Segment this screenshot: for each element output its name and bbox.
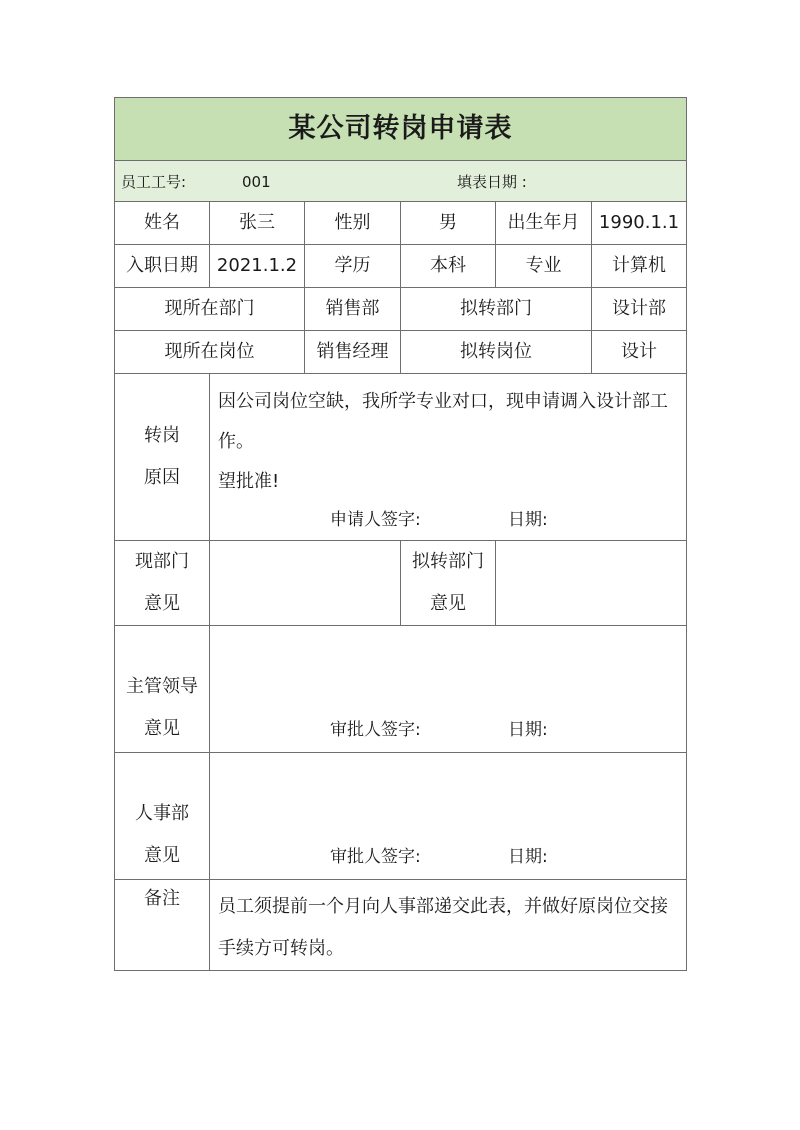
- form-meta-row: [115, 161, 687, 202]
- name-value[interactable]: 张三: [210, 202, 305, 245]
- reason-label-line1: 转岗: [144, 425, 180, 446]
- reason-text-line3: 望批准!: [218, 471, 280, 492]
- remark-text-line1: 员工须提前一个月向人事部递交此表，并做好原岗位交接: [218, 896, 668, 917]
- major-label: 专业: [496, 245, 592, 288]
- employee-id-value[interactable]: 001: [242, 173, 271, 191]
- target-dept-opinion-line1: 拟转部门: [412, 551, 484, 572]
- target-dept-opinion-line2: 意见: [430, 593, 466, 614]
- current-dept-opinion-field[interactable]: [210, 541, 401, 626]
- gender-label: 性别: [305, 202, 401, 245]
- applicant-date-label: 日期:: [508, 510, 548, 530]
- supervisor-opinion-label: [115, 626, 210, 753]
- hr-date-label: 日期:: [508, 847, 548, 867]
- hire-date-value[interactable]: 2021.1.2: [210, 245, 305, 288]
- reason-text-line2: 作。: [218, 431, 254, 452]
- form-table: [114, 97, 687, 971]
- current-dept-opinion-line2: 意见: [144, 593, 180, 614]
- reason-content[interactable]: [210, 374, 687, 541]
- reason-label: [115, 374, 210, 541]
- fill-date-label: 填表日期 :: [457, 173, 527, 191]
- remark-content: [210, 880, 687, 971]
- remark-label: 备注: [115, 880, 210, 971]
- education-value[interactable]: 本科: [401, 245, 496, 288]
- employee-id-label: 员工工号:: [121, 173, 187, 191]
- supervisor-opinion-line1: 主管领导: [126, 676, 198, 697]
- hire-date-label: 入职日期: [115, 245, 210, 288]
- current-dept-opinion-line1: 现部门: [135, 551, 189, 572]
- target-dept-value[interactable]: 设计部: [592, 288, 687, 331]
- hr-opinion-line2: 意见: [144, 845, 180, 866]
- transfer-application-form: [114, 97, 686, 971]
- current-dept-value[interactable]: 销售部: [305, 288, 401, 331]
- supervisor-opinion-line2: 意见: [144, 718, 180, 739]
- target-dept-opinion-label: [401, 541, 496, 626]
- supervisor-date-label: 日期:: [508, 720, 548, 740]
- hr-opinion-field[interactable]: [210, 753, 687, 880]
- birth-value[interactable]: 1990.1.1: [592, 202, 687, 245]
- target-position-label: 拟转岗位: [401, 331, 592, 374]
- hr-signature-label: 审批人签字:: [330, 847, 421, 867]
- supervisor-signature-label: 审批人签字:: [330, 720, 421, 740]
- target-dept-opinion-field[interactable]: [496, 541, 687, 626]
- remark-text-line2: 手续方可转岗。: [218, 938, 344, 959]
- current-position-label: 现所在岗位: [115, 331, 305, 374]
- target-dept-label: 拟转部门: [401, 288, 592, 331]
- gender-value[interactable]: 男: [401, 202, 496, 245]
- form-title: 某公司转岗申请表: [115, 98, 687, 161]
- current-dept-opinion-label: [115, 541, 210, 626]
- supervisor-opinion-field[interactable]: [210, 626, 687, 753]
- current-position-value[interactable]: 销售经理: [305, 331, 401, 374]
- major-value[interactable]: 计算机: [592, 245, 687, 288]
- reason-label-line2: 原因: [144, 467, 180, 488]
- current-dept-label: 现所在部门: [115, 288, 305, 331]
- hr-opinion-label: [115, 753, 210, 880]
- reason-text-line1: 因公司岗位空缺，我所学专业对口，现申请调入设计部工: [218, 391, 668, 412]
- target-position-value[interactable]: 设计: [592, 331, 687, 374]
- birth-label: 出生年月: [496, 202, 592, 245]
- applicant-signature-label: 申请人签字:: [330, 510, 421, 530]
- fill-date-field[interactable]: [540, 173, 680, 191]
- name-label: 姓名: [115, 202, 210, 245]
- education-label: 学历: [305, 245, 401, 288]
- hr-opinion-line1: 人事部: [135, 803, 189, 824]
